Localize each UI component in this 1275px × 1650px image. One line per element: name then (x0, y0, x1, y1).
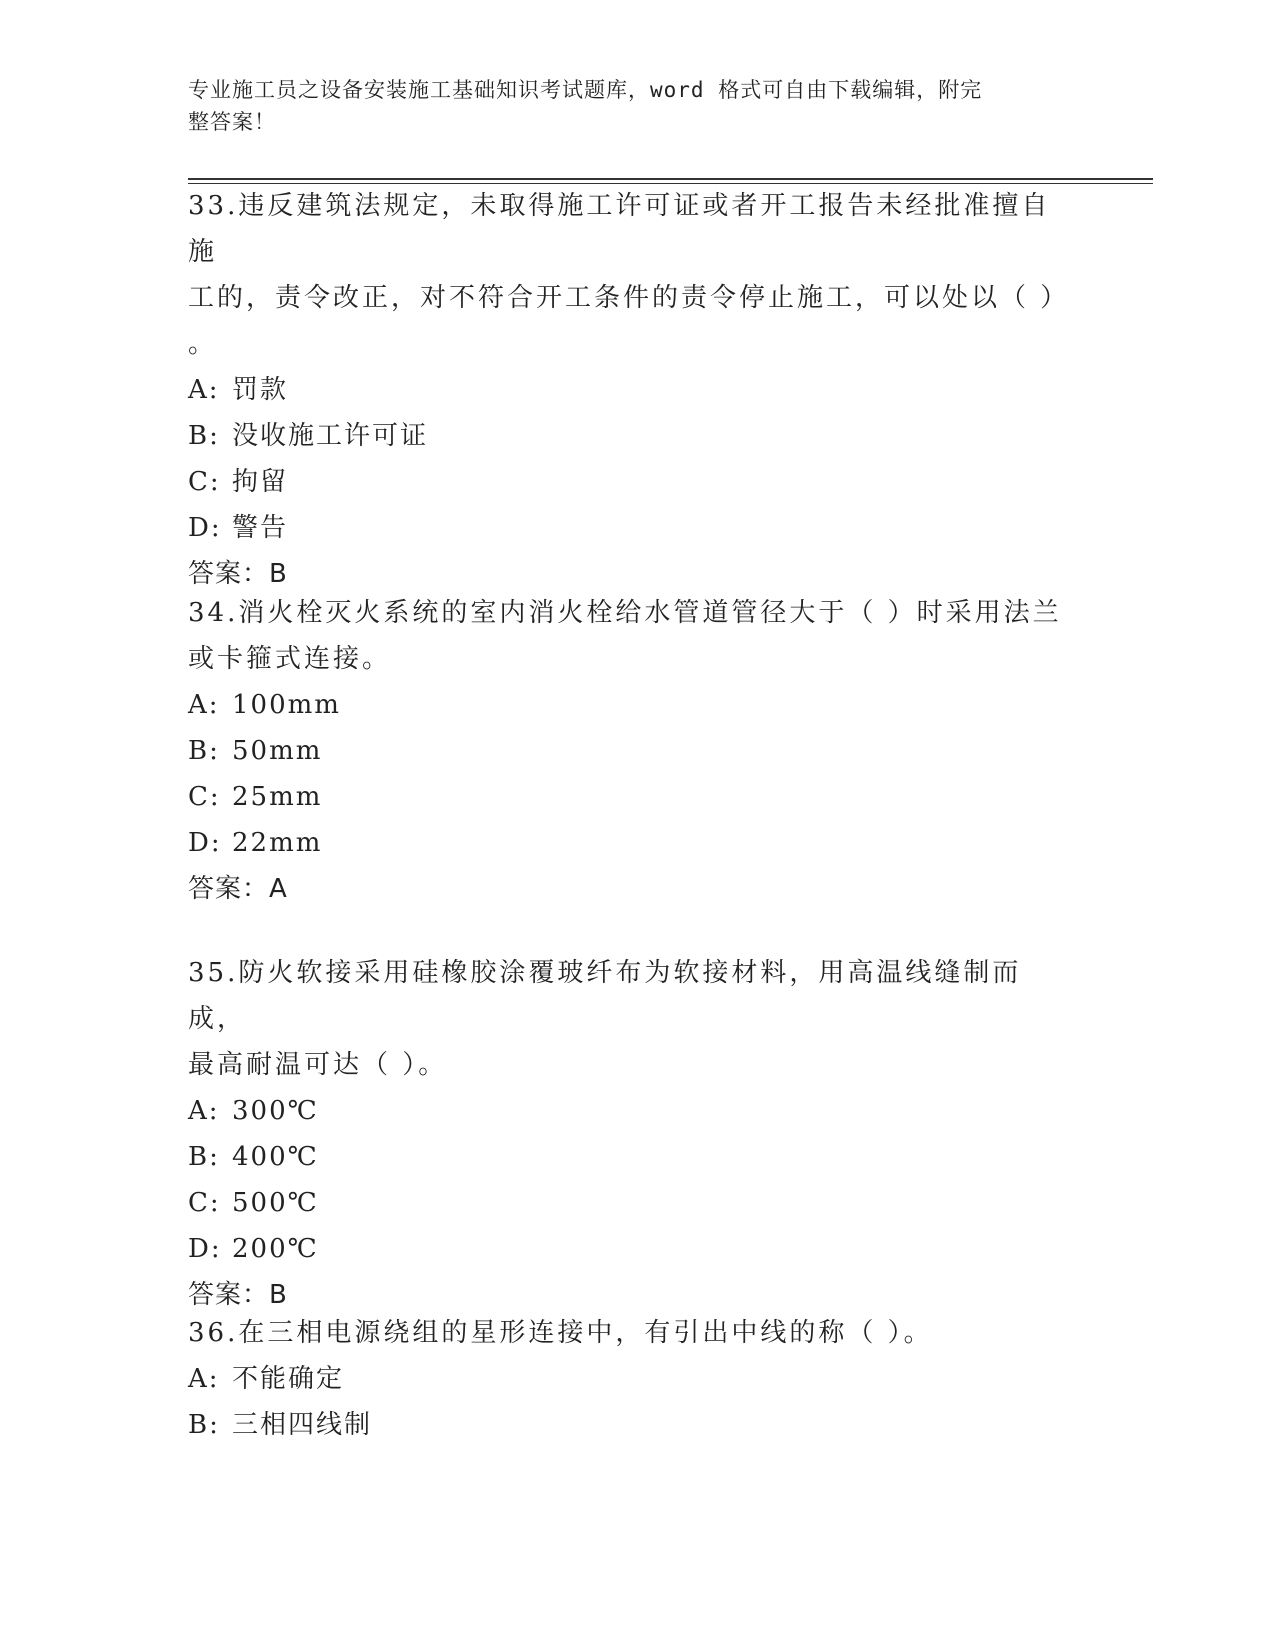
option-a (188, 367, 1068, 413)
option-label: D: (188, 1234, 222, 1264)
question-text-line: 。 (188, 329, 218, 359)
option-c (188, 459, 1068, 505)
option-label: B: (188, 736, 220, 766)
document-header (188, 74, 1068, 138)
option-d (188, 820, 1068, 866)
option-a (188, 1356, 1068, 1402)
option-text: 三相四线制 (232, 1410, 373, 1440)
question-text-line: 35.防火软接采用硅橡胶涂覆玻纤布为软接材料，用高温线缝制而成， (188, 958, 1022, 1034)
answer-line: 答案：B (188, 559, 288, 589)
option-text: 警告 (232, 513, 289, 543)
option-label: B: (188, 1410, 220, 1440)
option-text: 25mm (232, 782, 323, 812)
question-text-line: 或卡箍式连接。 (188, 644, 392, 674)
option-a (188, 1088, 1068, 1134)
option-text: 200℃ (232, 1234, 319, 1264)
option-text: 22mm (232, 828, 323, 858)
option-d (188, 505, 1068, 551)
option-label: C: (188, 782, 221, 812)
header-line-2: 整答案！ (188, 110, 276, 134)
option-text: 400℃ (232, 1142, 319, 1172)
question-text-line: 36.在三相电源绕组的星形连接中，有引出中线的称（ ）。 (188, 1318, 933, 1348)
option-b (188, 413, 1068, 459)
option-label: B: (188, 421, 220, 451)
option-c (188, 1180, 1068, 1226)
question-33 (188, 183, 1068, 597)
header-divider-thick (188, 178, 1153, 180)
option-c (188, 774, 1068, 820)
header-line-1: 专业施工员之设备安装施工基础知识考试题库，word 格式可自由下载编辑，附完 (188, 78, 983, 102)
option-label: A: (188, 1364, 220, 1394)
option-label: A: (188, 375, 220, 405)
question-text-line: 34.消火栓灭火系统的室内消火栓给水管道管径大于（ ）时采用法兰 (188, 598, 1062, 628)
option-d (188, 1226, 1068, 1272)
question-35 (188, 950, 1068, 1318)
option-label: B: (188, 1142, 220, 1172)
option-label: C: (188, 467, 221, 497)
option-text: 罚款 (232, 375, 289, 405)
option-label: C: (188, 1188, 221, 1218)
option-label: D: (188, 513, 222, 543)
question-34 (188, 590, 1068, 912)
option-text: 没收施工许可证 (232, 421, 429, 451)
question-text-line: 工的，责令改正，对不符合开工条件的责令停止施工，可以处以（ ） (188, 283, 1070, 313)
answer-line: 答案：A (188, 874, 288, 904)
option-b (188, 728, 1068, 774)
option-text: 100mm (232, 690, 341, 720)
option-b (188, 1402, 1068, 1448)
option-label: A: (188, 1096, 220, 1126)
answer-line: 答案：B (188, 1280, 288, 1310)
option-text: 500℃ (232, 1188, 319, 1218)
option-b (188, 1134, 1068, 1180)
question-text-line: 33.违反建筑法规定，未取得施工许可证或者开工报告未经批准擅自施 (188, 191, 1051, 267)
option-text: 不能确定 (232, 1364, 345, 1394)
option-label: A: (188, 690, 220, 720)
option-text: 300℃ (232, 1096, 319, 1126)
option-text: 50mm (232, 736, 323, 766)
option-text: 拘留 (232, 467, 289, 497)
question-text-line: 最高耐温可达（ ）。 (188, 1050, 448, 1080)
question-36 (188, 1310, 1068, 1448)
option-label: D: (188, 828, 222, 858)
option-a (188, 682, 1068, 728)
